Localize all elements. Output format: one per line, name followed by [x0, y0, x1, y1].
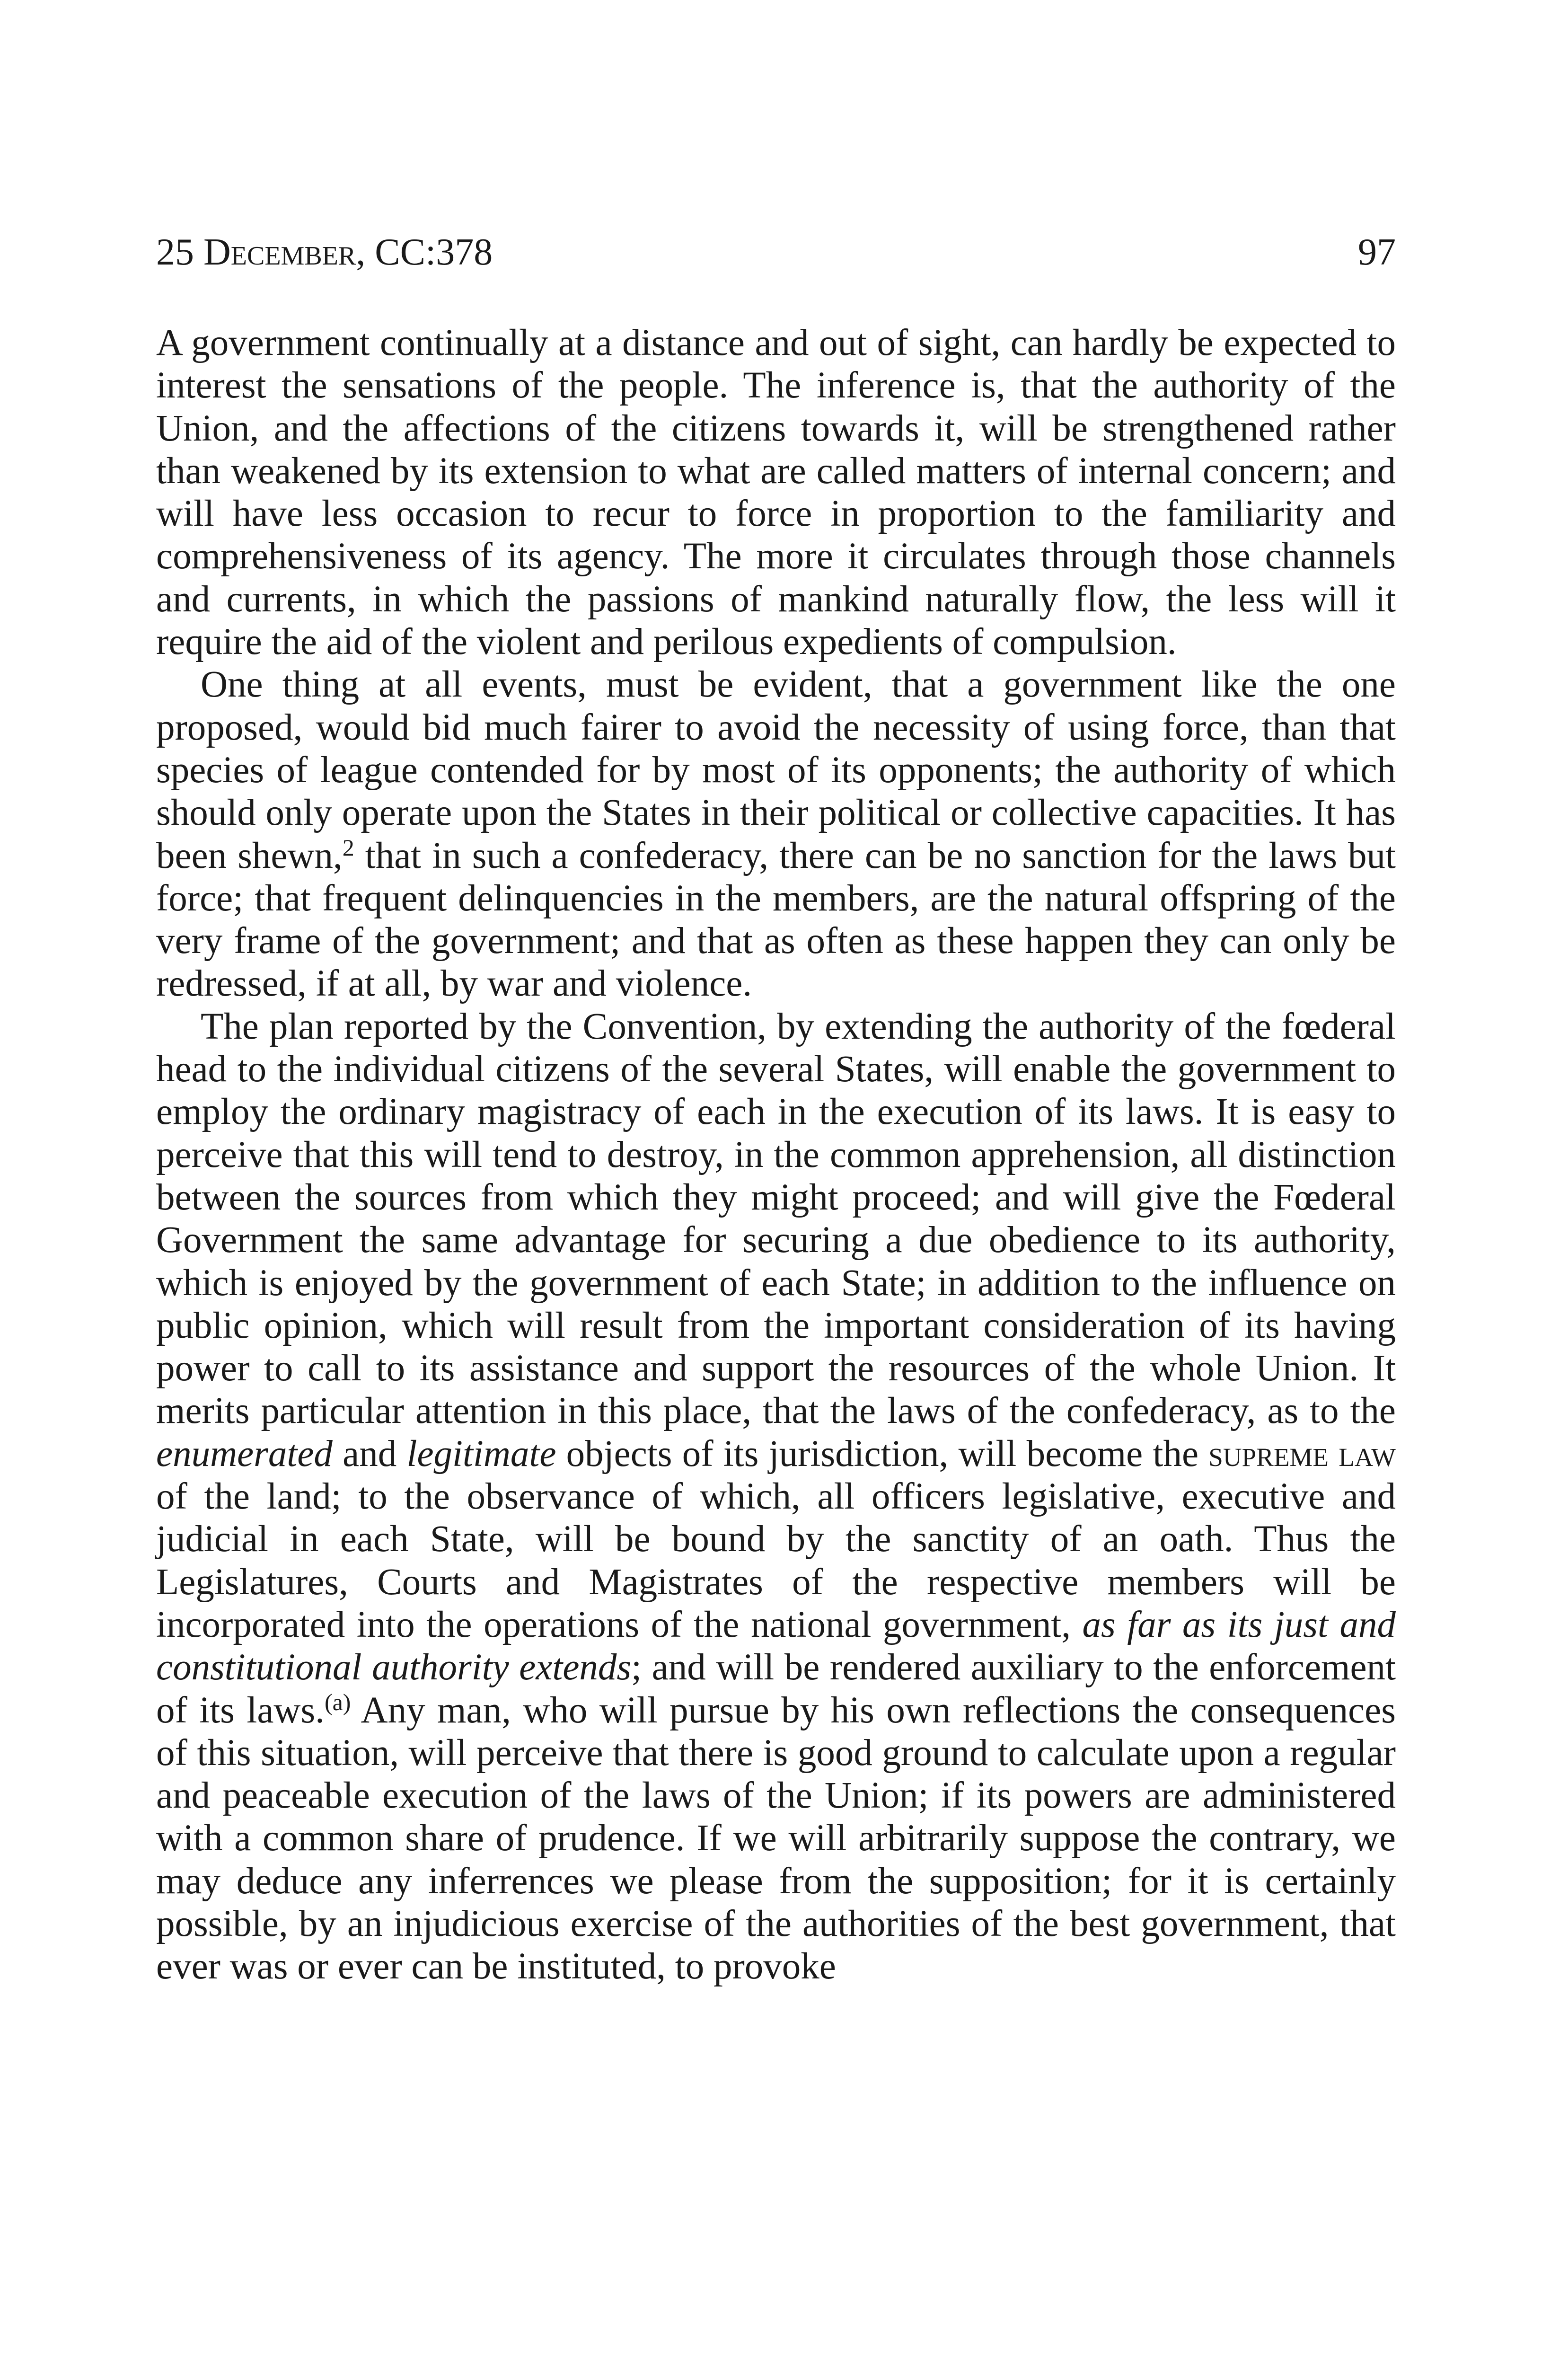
paragraph-text: A government continually at a distance and out of sight, can hardly be expected to interest the sensations of the people. The inference is, that the authority of the Union, and the affections of the citizens towards it, will be strengthened rather than weakened by its extension to what are called matters of internal concern; and will have less occasion to recur to force in proportion to the familiarity and comprehensiveness of its agency. The more it circulates through those channels and currents, in which the passions of mankind naturally flow, the less will it require the aid of the violent and perilous expedients of compulsion. — [156, 322, 1396, 663]
running-head-month: December — [203, 231, 356, 273]
note-reference: 2 — [342, 834, 354, 861]
paragraph-text: that in such a confederacy, there can be no sanction for the laws but force; that frequent delinquencies in the members, are the natural offspring of the very frame of the government; and that as often as these happen they can only be redressed, if at all, by war and violence. — [156, 835, 1396, 1005]
paragraph — [156, 663, 1396, 1005]
paragraph-text: of the land; to the observance of which, all officers legislative, executive and judicial in each State, will be bound by the sanctity of an oath. Thus the Legislatures, Courts and Magistrates of the respective members will be incorporated into the operations of the national government, — [156, 1476, 1396, 1645]
running-head-doc-ref: , CC:378 — [356, 231, 493, 273]
small-caps-text: supreme law — [1208, 1433, 1396, 1474]
italic-text: enumerated — [156, 1433, 333, 1474]
paragraph-text: ; and will be rendered auxiliary to the enforcement of its laws. — [156, 1647, 1396, 1731]
paragraph — [156, 322, 1396, 663]
paragraph — [156, 1006, 1396, 1988]
italic-text: legitimate — [406, 1433, 556, 1474]
paragraph-text: One thing at all events, must be evident, that a government like the one proposed, would bid much fairer to avoid the necessity of using force, than that species of league contended for by most of its opponents; the authority of which should only operate upon the States in their political or collective capacities. It has been shewn, — [156, 664, 1396, 876]
page-number: 97 — [1358, 231, 1396, 273]
note-reference: (a) — [324, 1688, 351, 1715]
running-head — [156, 226, 1396, 278]
italic-text: as far as its just and constitutional authority extends — [156, 1604, 1396, 1688]
paragraph-text: The plan reported by the Convention, by extending the authority of the fœderal head to the individual citizens of the several States, will enable the government to employ the ordinary magistracy of each in the execution of its laws. It is easy to perceive that this will tend to destroy, in the common apprehension, all distinction between the sources from which they might proceed; and will give the Fœderal Government the same advantage for securing a due obedience to its authority, which is enjoyed by the government of each State; in addition to the influence on public opinion, which will result from the important consideration of its having power to call to its assistance and support the resources of the whole Union. It merits particular attention in this place, that the laws of the confederacy, as to the — [156, 1006, 1396, 1432]
running-head-date: 25 — [156, 231, 194, 273]
paragraph-text: objects of its jurisdiction, will become the — [556, 1433, 1209, 1474]
paragraph-text: Any man, who will pursue by his own reflections the consequences of this situation, will perceive that there is good ground to calculate upon a regular and peaceable execution of the laws of the Union; if its powers are administered with a common share of prudence. If we will arbitrarily suppose the contrary, we may deduce any inferrences we please from the supposition; for it is certainly possible, by an injudicious exercise of the authorities of the best government, that ever was or ever can be instituted, to provoke — [156, 1689, 1396, 1987]
body-text — [156, 322, 1396, 1988]
paragraph-text: and — [332, 1433, 407, 1474]
running-head-left — [156, 226, 493, 278]
